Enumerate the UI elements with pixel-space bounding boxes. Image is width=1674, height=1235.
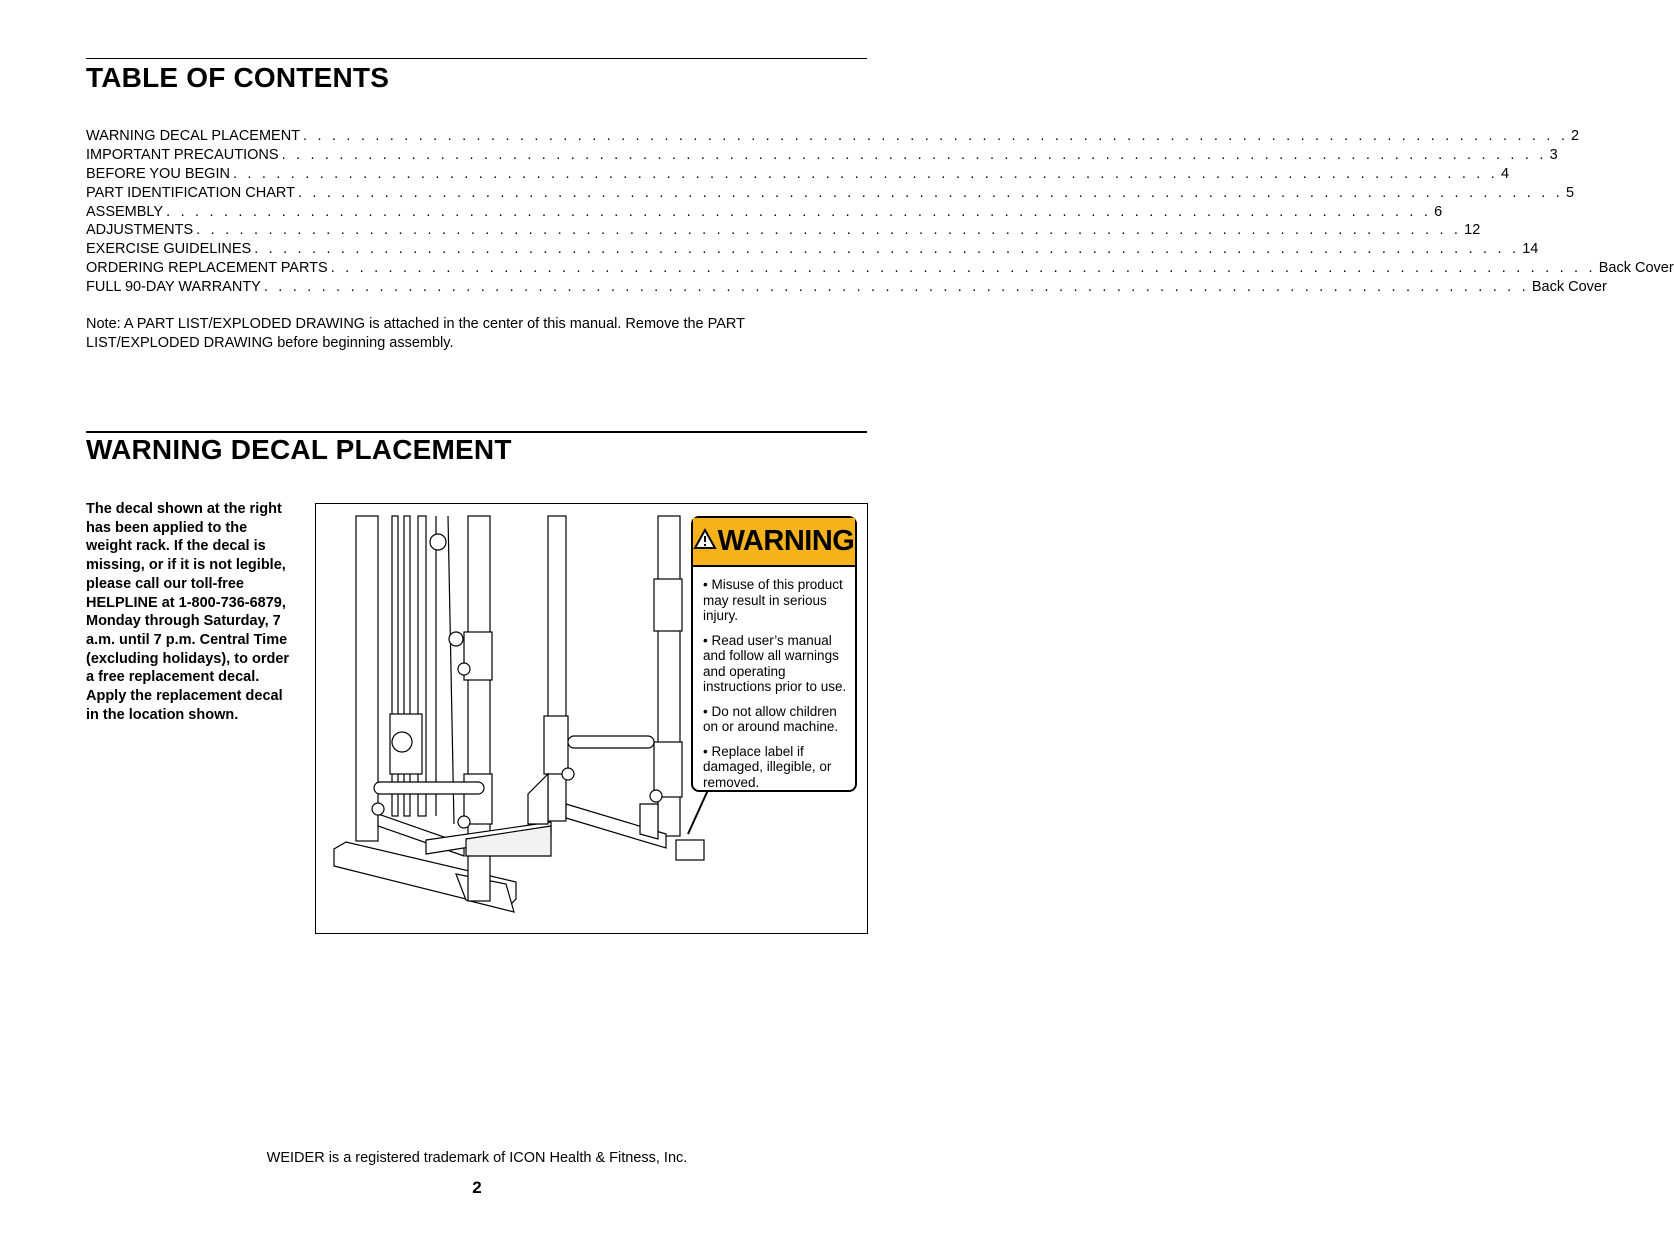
toc-entry-title: IMPORTANT PRECAUTIONS — [86, 146, 279, 163]
toc-entry-title: BEFORE YOU BEGIN — [86, 165, 230, 182]
toc-leader-dots: . . . . . . . . . . . . . . . . . . . . . . . . . . . . . . . . . . . . . . . . . . . . . . . . . . . . . . . . . . . . . . . . . . . . . . . . . . . . . . . . . . . . . . . . — [166, 203, 1432, 220]
toc-entry-title: ORDERING REPLACEMENT PARTS — [86, 260, 328, 277]
toc-leader-dots: . . . . . . . . . . . . . . . . . . . . . . . . . . . . . . . . . . . . . . . . . . . . . . . . . . . . . . . . . . . . . . . . . . . . . . . . . . . . . . . . . . . . . . . . — [196, 222, 1462, 239]
toc-entry-title: FULL 90-DAY WARRANTY — [86, 279, 261, 296]
toc-entry-page: 2 — [1571, 128, 1580, 144]
warning-decal — [691, 516, 857, 792]
decal-instructions: The decal shown at the right has been applied to the weight rack. If the decal is missing, or if it is not legible, please call our toll-free HELPLINE at 1-800-736-6879, Monday through Saturday, 7 a.m. until 7 p.m. Central Time (excluding holidays), to order a free replacement decal. Apply the replacement decal in the location shown. — [86, 501, 290, 723]
toc-entry-page: Back Cover — [1598, 260, 1674, 277]
toc-entry — [86, 128, 1580, 147]
warning-decal-list — [693, 567, 855, 790]
toc-entry-page: 12 — [1464, 222, 1481, 239]
toc-leader-dots: . . . . . . . . . . . . . . . . . . . . . . . . . . . . . . . . . . . . . . . . . . . . . . . . . . . . . . . . . . . . . . . . . . . . . . . . . . . . . . . . . . . . . . . . — [297, 184, 1563, 201]
trademark-notice: WEIDER is a registered trademark of ICON Health & Fitness, Inc. — [266, 1150, 688, 1166]
toc-entry-title: PART IDENTIFICATION CHART — [86, 184, 295, 201]
warning-decal-item: • Do not allow children on or around machine. — [703, 703, 839, 734]
page-number: 2 — [472, 1178, 482, 1197]
weight-rack-figure — [315, 503, 868, 934]
warning-triangle-icon — [694, 529, 716, 554]
toc-entry-title: ASSEMBLY — [86, 203, 164, 220]
toc-leader-dots: . . . . . . . . . . . . . . . . . . . . . . . . . . . . . . . . . . . . . . . . . . . . . . . . . . . . . . . . . . . . . . . . . . . . . . . . . . . . . . . . . . . . . . . . — [303, 128, 1569, 144]
toc-entry — [86, 260, 1674, 279]
toc-entry-title: ADJUSTMENTS — [86, 222, 194, 239]
toc-entry — [86, 241, 1539, 260]
toc-entry-page: 3 — [1549, 146, 1558, 163]
toc-entry — [86, 279, 1607, 298]
warning-decal-header — [693, 518, 855, 567]
warning-decal-item: • Misuse of this product may result in serious injury. — [703, 577, 843, 623]
warning-decal-item: • Replace label if damaged, illegible, or removed. — [703, 743, 832, 790]
toc-entry-page: 6 — [1434, 203, 1443, 220]
toc-entry-page: 4 — [1500, 165, 1510, 182]
toc-leader-dots: . . . . . . . . . . . . . . . . . . . . . . . . . . . . . . . . . . . . . . . . . . . . . . . . . . . . . . . . . . . . . . . . . . . . . . . . . . . . . . . . . . . . . . . . — [330, 260, 1596, 277]
warning-section-heading: WARNING DECAL PLACEMENT — [86, 434, 512, 465]
toc-entry — [86, 165, 1510, 185]
toc-leader-dots: . . . . . . . . . . . . . . . . . . . . . . . . . . . . . . . . . . . . . . . . . . . . . . . . . . . . . . . . . . . . . . . . . . . . . . . . . . . . . . . . . . . . . . . . — [281, 146, 1547, 163]
toc-leader-dots: . . . . . . . . . . . . . . . . . . . . . . . . . . . . . . . . . . . . . . . . . . . . . . . . . . . . . . . . . . . . . . . . . . . . . . . . . . . . . . . . . . . . . . . . — [232, 165, 1498, 182]
warning-decal-item: • Read user’s manual and follow all warnings and operating instructions prior to use. — [703, 632, 847, 694]
toc-entry — [86, 222, 1481, 241]
section-rule — [86, 431, 867, 433]
toc-entry-page: 14 — [1522, 241, 1539, 258]
toc-leader-dots: . . . . . . . . . . . . . . . . . . . . . . . . . . . . . . . . . . . . . . . . . . . . . . . . . . . . . . . . . . . . . . . . . . . . . . . . . . . . . . . . . . . . . . . . — [263, 279, 1529, 296]
table-of-contents — [86, 128, 1674, 298]
toc-entry-page: 5 — [1565, 184, 1575, 201]
toc-entry — [86, 203, 1443, 223]
toc-entry-title: EXERCISE GUIDELINES — [86, 241, 252, 258]
toc-leader-dots: . . . . . . . . . . . . . . . . . . . . . . . . . . . . . . . . . . . . . . . . . . . . . . . . . . . . . . . . . . . . . . . . . . . . . . . . . . . . . . . . . . . . . . . . — [254, 241, 1520, 258]
toc-entry-title: WARNING DECAL PLACEMENT — [86, 128, 301, 144]
toc-heading: TABLE OF CONTENTS — [86, 62, 390, 93]
top-rule — [86, 58, 867, 59]
assembly-note: Note: A PART LIST/EXPLODED DRAWING is attached in the center of this manual. Remove the PART LIST/EXPLODED DRAWING before beginning assembly. — [86, 316, 745, 351]
toc-entry-page: Back Cover — [1531, 279, 1607, 296]
toc-entry — [86, 184, 1575, 204]
warning-decal-title: WARNING — [717, 525, 855, 557]
toc-entry — [86, 146, 1558, 166]
